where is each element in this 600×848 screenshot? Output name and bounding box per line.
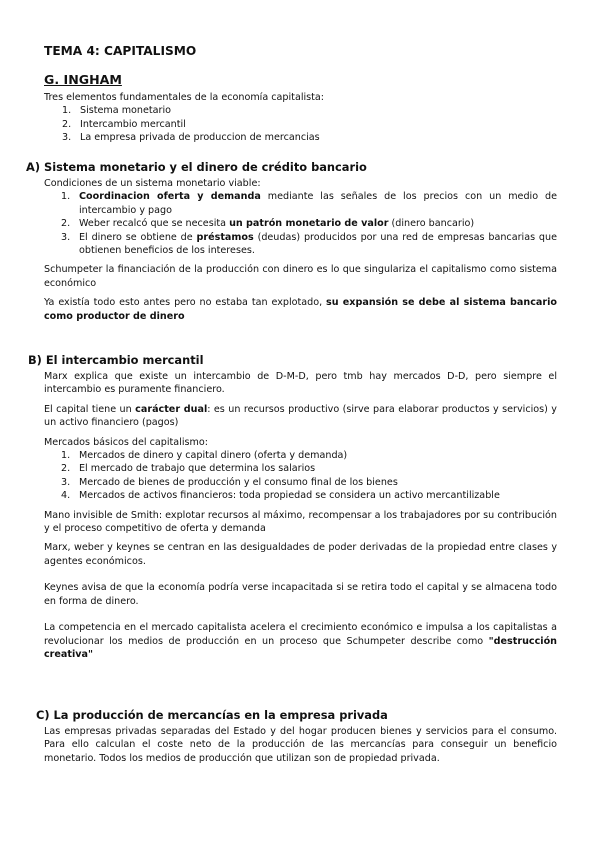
- section-marker: A): [26, 160, 41, 174]
- bold-term: Coordinacion oferta y demanda: [79, 191, 261, 203]
- list-text: (deudas) producidos por una red de empresas bancarias que obtienen beneficios de los intereses.: [79, 231, 557, 257]
- list-item: [61, 231, 557, 258]
- paragraph: Mano invisible de Smith: explotar recursos al máximo, recompensar a los trabajadores por su contribución y el proceso competitivo de oferta y demanda: [44, 509, 557, 535]
- paragraph: Keynes avisa de que la economía podría verse incapacitada si se retira todo el capital y se almacena todo en forma de dinero.: [44, 582, 557, 607]
- list-number: 1.: [61, 191, 71, 203]
- section-a-lead: Condiciones de un sistema monetario viable:: [44, 178, 261, 189]
- paragraph: [44, 621, 557, 661]
- list-item: [61, 462, 557, 475]
- list-text: Mercados de activos financieros: toda propiedad se considera un activo mercantilizable: [79, 490, 500, 502]
- paragraph-text: La competencia en el mercado capitalista acelera el crecimiento económico e impulsa a los capitalistas a revolucionar los medios de producción en un proceso que Schumpeter describe como: [44, 622, 557, 647]
- paragraph: Schumpeter la financiación de la producción con dinero es lo que singulariza el capitalismo como sistema económico: [44, 264, 557, 289]
- list-item: [61, 217, 557, 230]
- list-number: 2.: [61, 463, 71, 475]
- section-a-body: [44, 177, 557, 323]
- list-text: El dinero se obtiene de: [79, 231, 197, 243]
- list-item: [62, 104, 564, 117]
- list-text: mediante las señales de los precios con un medio de intercambio y pago: [79, 191, 557, 216]
- bold-term: un patrón monetario de valor: [229, 218, 389, 230]
- bold-term: carácter dual: [135, 403, 208, 415]
- list-number: 1.: [61, 450, 71, 462]
- list-number: 3.: [62, 132, 72, 144]
- paragraph: Marx, weber y keynes se centran en las desigualdades de poder derivadas de la propiedad entre clases y agentes económicos.: [44, 542, 557, 567]
- paragraph-text: : es un recursos productivo (sirve para elaborar productos y servicios) y un activo financiero (pagos): [44, 403, 557, 429]
- author-heading: G. INGHAM: [44, 72, 122, 87]
- list-item: [61, 476, 557, 489]
- list-number: 4.: [61, 490, 71, 502]
- paragraph-text: Ya existía todo esto antes pero no estaba tan explotado,: [44, 297, 327, 309]
- list-number: 2.: [62, 118, 72, 130]
- list-text: Mercado de bienes de producción y el consumo final de los bienes: [79, 476, 398, 488]
- paragraph: Las empresas privadas separadas del Estado y del hogar producen bienes y servicios para el consumo. Para ello calculan el coste neto de la producción de las mercancías para conseguir un beneficio monetario. Todos los medios de producción que utilizan son de propiedad privada.: [44, 726, 557, 764]
- list-text: La empresa privada de produccion de mercancias: [80, 132, 320, 144]
- list-text: Intercambio mercantil: [80, 118, 186, 130]
- list-number: 2.: [61, 218, 71, 230]
- section-b-heading: [28, 353, 568, 368]
- list-text: El mercado de trabajo que determina los salarios: [79, 463, 316, 475]
- paragraph: Marx explica que existe un intercambio de D-M-D, pero tmb hay mercados D-D, pero siempre el intercambio es puramente financiero.: [44, 371, 557, 396]
- list-text: Mercados de dinero y capital dinero (oferta y demanda): [79, 450, 348, 462]
- markets-list: [61, 449, 557, 503]
- list-number: 1.: [62, 105, 72, 117]
- list-text: Sistema monetario: [80, 105, 172, 117]
- list-item: [61, 489, 557, 502]
- paragraph: [44, 403, 557, 430]
- paragraph-text: El capital tiene un: [44, 403, 136, 415]
- list-item: [61, 449, 557, 462]
- list-item: [62, 131, 564, 144]
- bold-term: préstamos: [196, 231, 254, 243]
- section-c-heading: [36, 708, 576, 723]
- list-item: [62, 118, 564, 131]
- list-item: [61, 190, 557, 217]
- section-a-heading: [26, 160, 566, 175]
- document-title: TEMA 4: CAPITALISMO: [44, 44, 197, 58]
- bold-term: "destrucción creativa": [44, 635, 557, 660]
- list-text: (dinero bancario): [388, 218, 475, 230]
- intro-block: [44, 91, 564, 145]
- intro-list: [62, 104, 564, 144]
- section-title: La producción de mercancías en la empresa privada: [53, 708, 388, 722]
- section-title: Sistema monetario y el dinero de crédito bancario: [44, 160, 367, 174]
- list-number: 3.: [61, 231, 71, 243]
- list-number: 3.: [61, 476, 71, 488]
- section-c-body: [44, 725, 557, 765]
- viability-list: [61, 190, 557, 257]
- list-text: Weber recalcó que se necesita: [79, 218, 230, 230]
- markets-lead: Mercados básicos del capitalismo:: [44, 436, 208, 448]
- section-b-body: [44, 370, 557, 661]
- section-marker: B): [28, 353, 42, 367]
- intro-lead: Tres elementos fundamentales de la economía capitalista:: [44, 92, 325, 103]
- paragraph: [44, 296, 557, 323]
- section-title: El intercambio mercantil: [45, 353, 204, 367]
- bold-term: su expansión se debe al sistema bancario como productor de dinero: [44, 297, 557, 322]
- section-marker: C): [36, 708, 50, 722]
